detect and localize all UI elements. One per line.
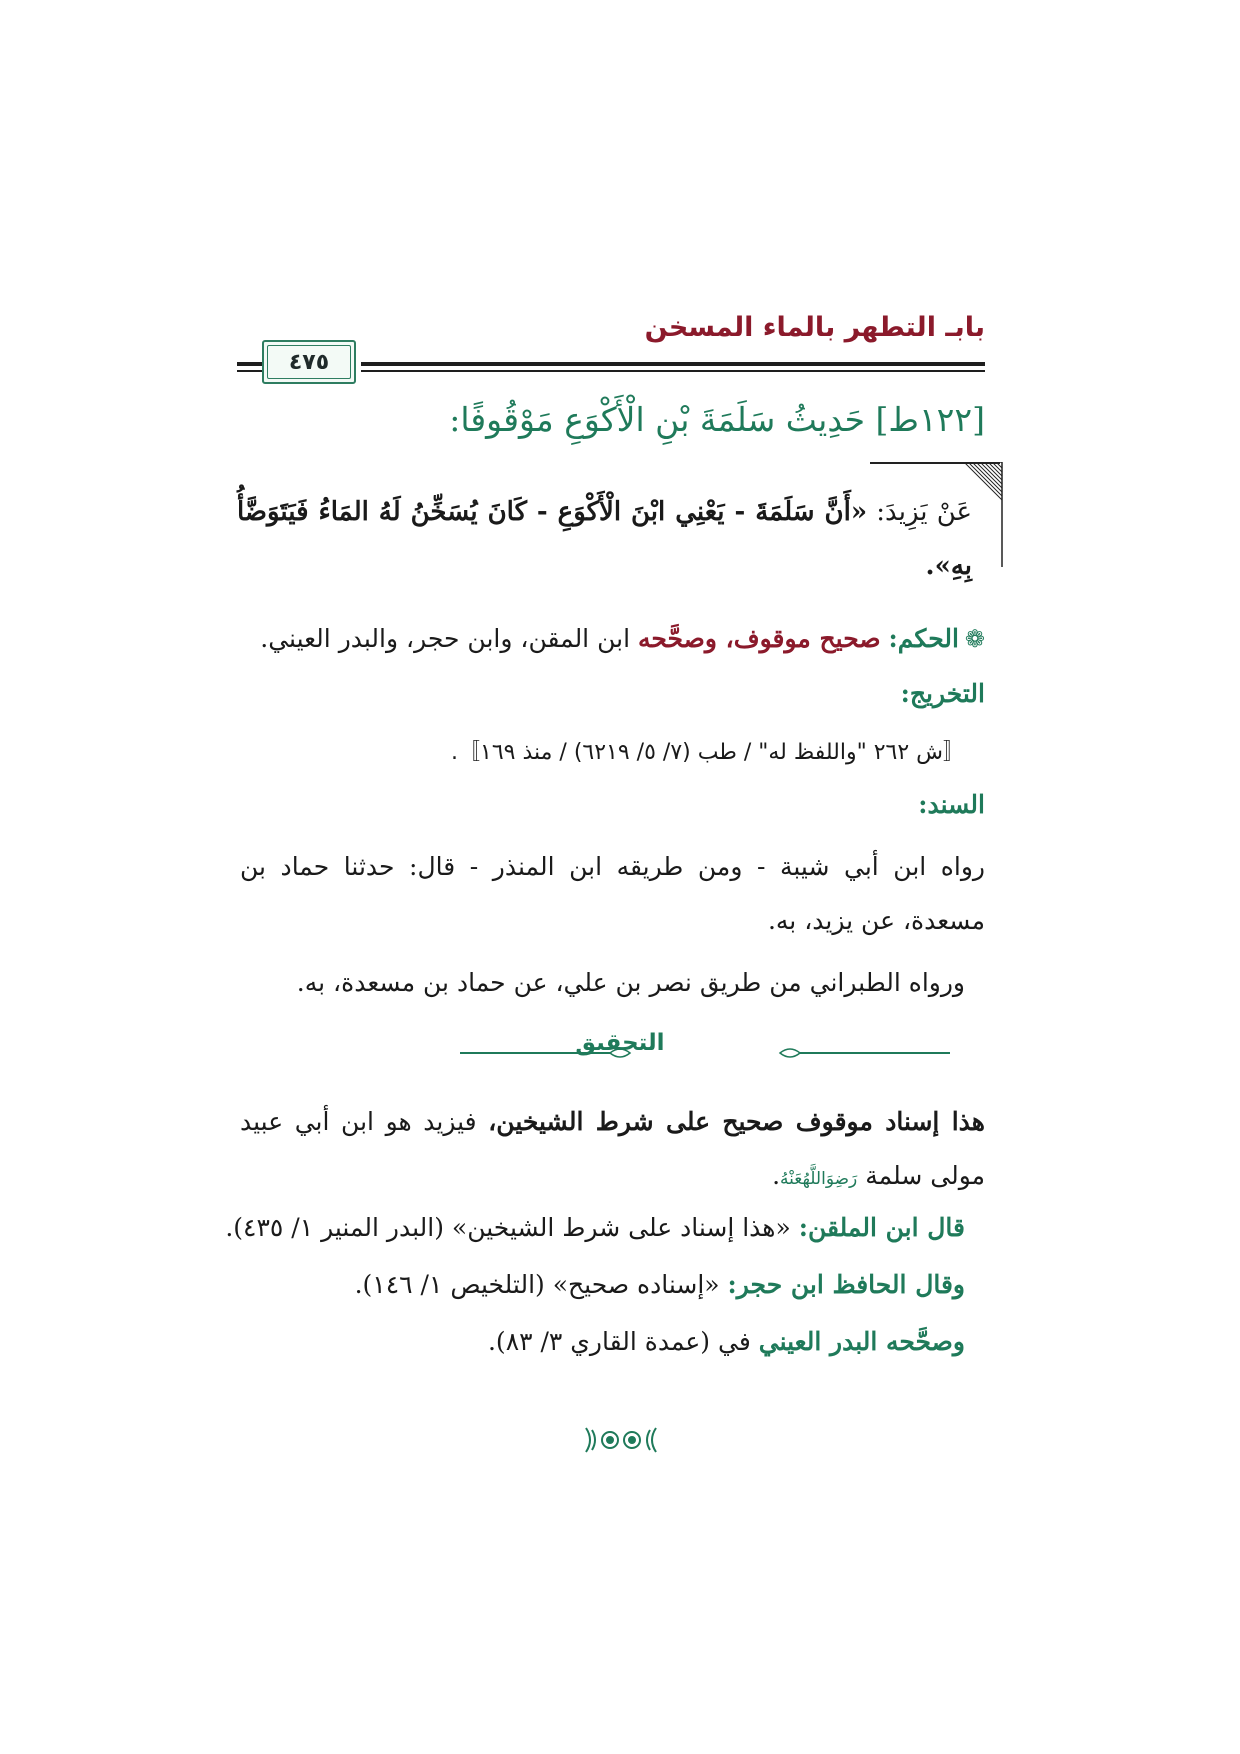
chapter-title: بابـ التطهر بالماء المسخن	[644, 312, 985, 343]
tahqiq-end: .	[772, 1161, 781, 1190]
quote-speaker: وصحَّحه البدر العيني	[758, 1327, 965, 1356]
flower-icon: ❁	[964, 625, 985, 653]
quote-1	[225, 1213, 965, 1242]
sanad-paragraph-1: رواه ابن أبي شيبة - ومن طريقه ابن المنذر - قال: حدثنا حماد بن مسعدة، عن يزيد، به.	[240, 852, 985, 935]
quote-speaker: وقال الحافظ ابن حجر:	[727, 1270, 965, 1299]
hadith-matn	[237, 485, 972, 593]
header-rule-thick-left	[237, 362, 262, 366]
matn-text: «أَنَّ سَلَمَةَ - يَعْنِي ابْنَ الْأَكْوَعِ - كَانَ يُسَخِّنُ لَهُ المَاءُ فَيَتَوَضَّأُ بِهِ».	[237, 497, 972, 581]
takhrij-heading: التخريج:	[900, 679, 985, 708]
quote-2	[355, 1270, 965, 1299]
header-rule-thick	[361, 362, 985, 366]
honorific: رَضِوَاللَّهُعَنْهُ	[780, 1169, 858, 1189]
quote-text: «هذا إسناد على شرط الشيخين» (البدر المنير ١/ ٤٣٥).	[225, 1213, 799, 1242]
header-rule-thin-left	[237, 370, 262, 372]
quote-3	[488, 1327, 965, 1356]
takhrij-line: 〚ش ٢٦٢ "واللفظ له" / طب (٧/ ٥/ ٦٢١٩) / منذ ١٦٩〛.	[451, 740, 965, 765]
end-ornament-icon	[580, 1420, 662, 1460]
ruling-verdict: صحيح موقوف، وصحَّحه	[637, 624, 881, 653]
quote-text: «إسناده صحيح» (التلخيص ١/ ١٤٦).	[354, 1270, 728, 1299]
quote-text: في (عمدة القاري ٣/ ٨٣).	[487, 1327, 759, 1356]
header-rule-thin	[361, 370, 985, 372]
tahqiq-heading: التحقيق	[575, 1030, 665, 1056]
matn-intro: عَنْ يَزِيدَ:	[867, 497, 973, 527]
ruling-line	[260, 624, 985, 653]
tahqiq-bold: هذا إسناد موقوف صحيح على شرط الشيخين،	[488, 1107, 985, 1136]
ruling-label: الحكم:	[888, 624, 959, 653]
tahqiq-paragraph	[240, 1095, 985, 1206]
hadith-title: [١٢٢ط] حَدِيثُ سَلَمَةَ بْنِ الْأَكْوَعِ مَوْقُوفًا:	[449, 400, 985, 439]
page-number: ٤٧٥	[288, 349, 330, 375]
tahqiq-rest: فيزيد هو ابن أبي عبيد مولى سلمة	[240, 1107, 985, 1190]
sanad-paragraph-2: ورواه الطبراني من طريق نصر بن علي، عن حماد بن مسعدة، به.	[296, 968, 965, 997]
quote-speaker: قال ابن الملقن:	[798, 1213, 965, 1242]
page-number-frame	[262, 340, 356, 384]
sanad-heading: السند:	[918, 790, 985, 819]
ruling-rest: ابن المقن، وابن حجر، والبدر العيني.	[260, 624, 638, 653]
